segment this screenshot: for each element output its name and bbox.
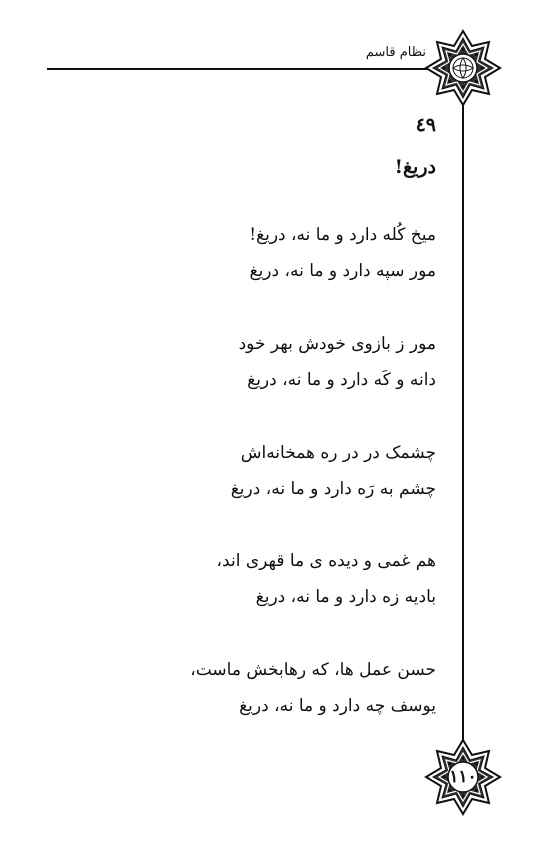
stanza-3 (231, 435, 436, 507)
verse-line: دانه و کَه دارد و ما نه، دریغ (247, 370, 436, 390)
stanza-4 (217, 543, 436, 615)
margin-rule (462, 104, 464, 740)
header-rule (47, 68, 432, 70)
stanza-1 (249, 217, 436, 289)
running-header-title: نظام قاسم (365, 45, 426, 60)
verse-line: حسن عمل ها، که رهابخش ماست، (190, 660, 436, 680)
poem-number: ٤٩ (415, 114, 436, 136)
verse-line: یوسف چه دارد و ما نه، دریغ (239, 696, 436, 716)
verse-line: چشم به رَه دارد و ما نه، دریغ (230, 479, 436, 499)
page-number: ۱۱۰ (449, 767, 477, 787)
verse-line: چشمک در در ره همخانه‌اش (240, 443, 436, 463)
verse-line: مور سپه دارد و ما نه، دریغ (249, 261, 436, 281)
poem-title: دریغ! (394, 156, 436, 178)
verse-line: بادیه زه دارد و ما نه، دریغ (255, 587, 436, 607)
stanza-5 (190, 652, 436, 724)
verse-line: میخ کُله دارد و ما نه، دریغ! (249, 225, 436, 245)
header-ornament-icon (424, 29, 502, 107)
stanza-2 (239, 326, 436, 398)
verse-line: مور ز بازوی خودش بهر خود (238, 334, 436, 354)
verse-line: هم غمی و دیده ی ما قهری اند، (216, 551, 436, 571)
